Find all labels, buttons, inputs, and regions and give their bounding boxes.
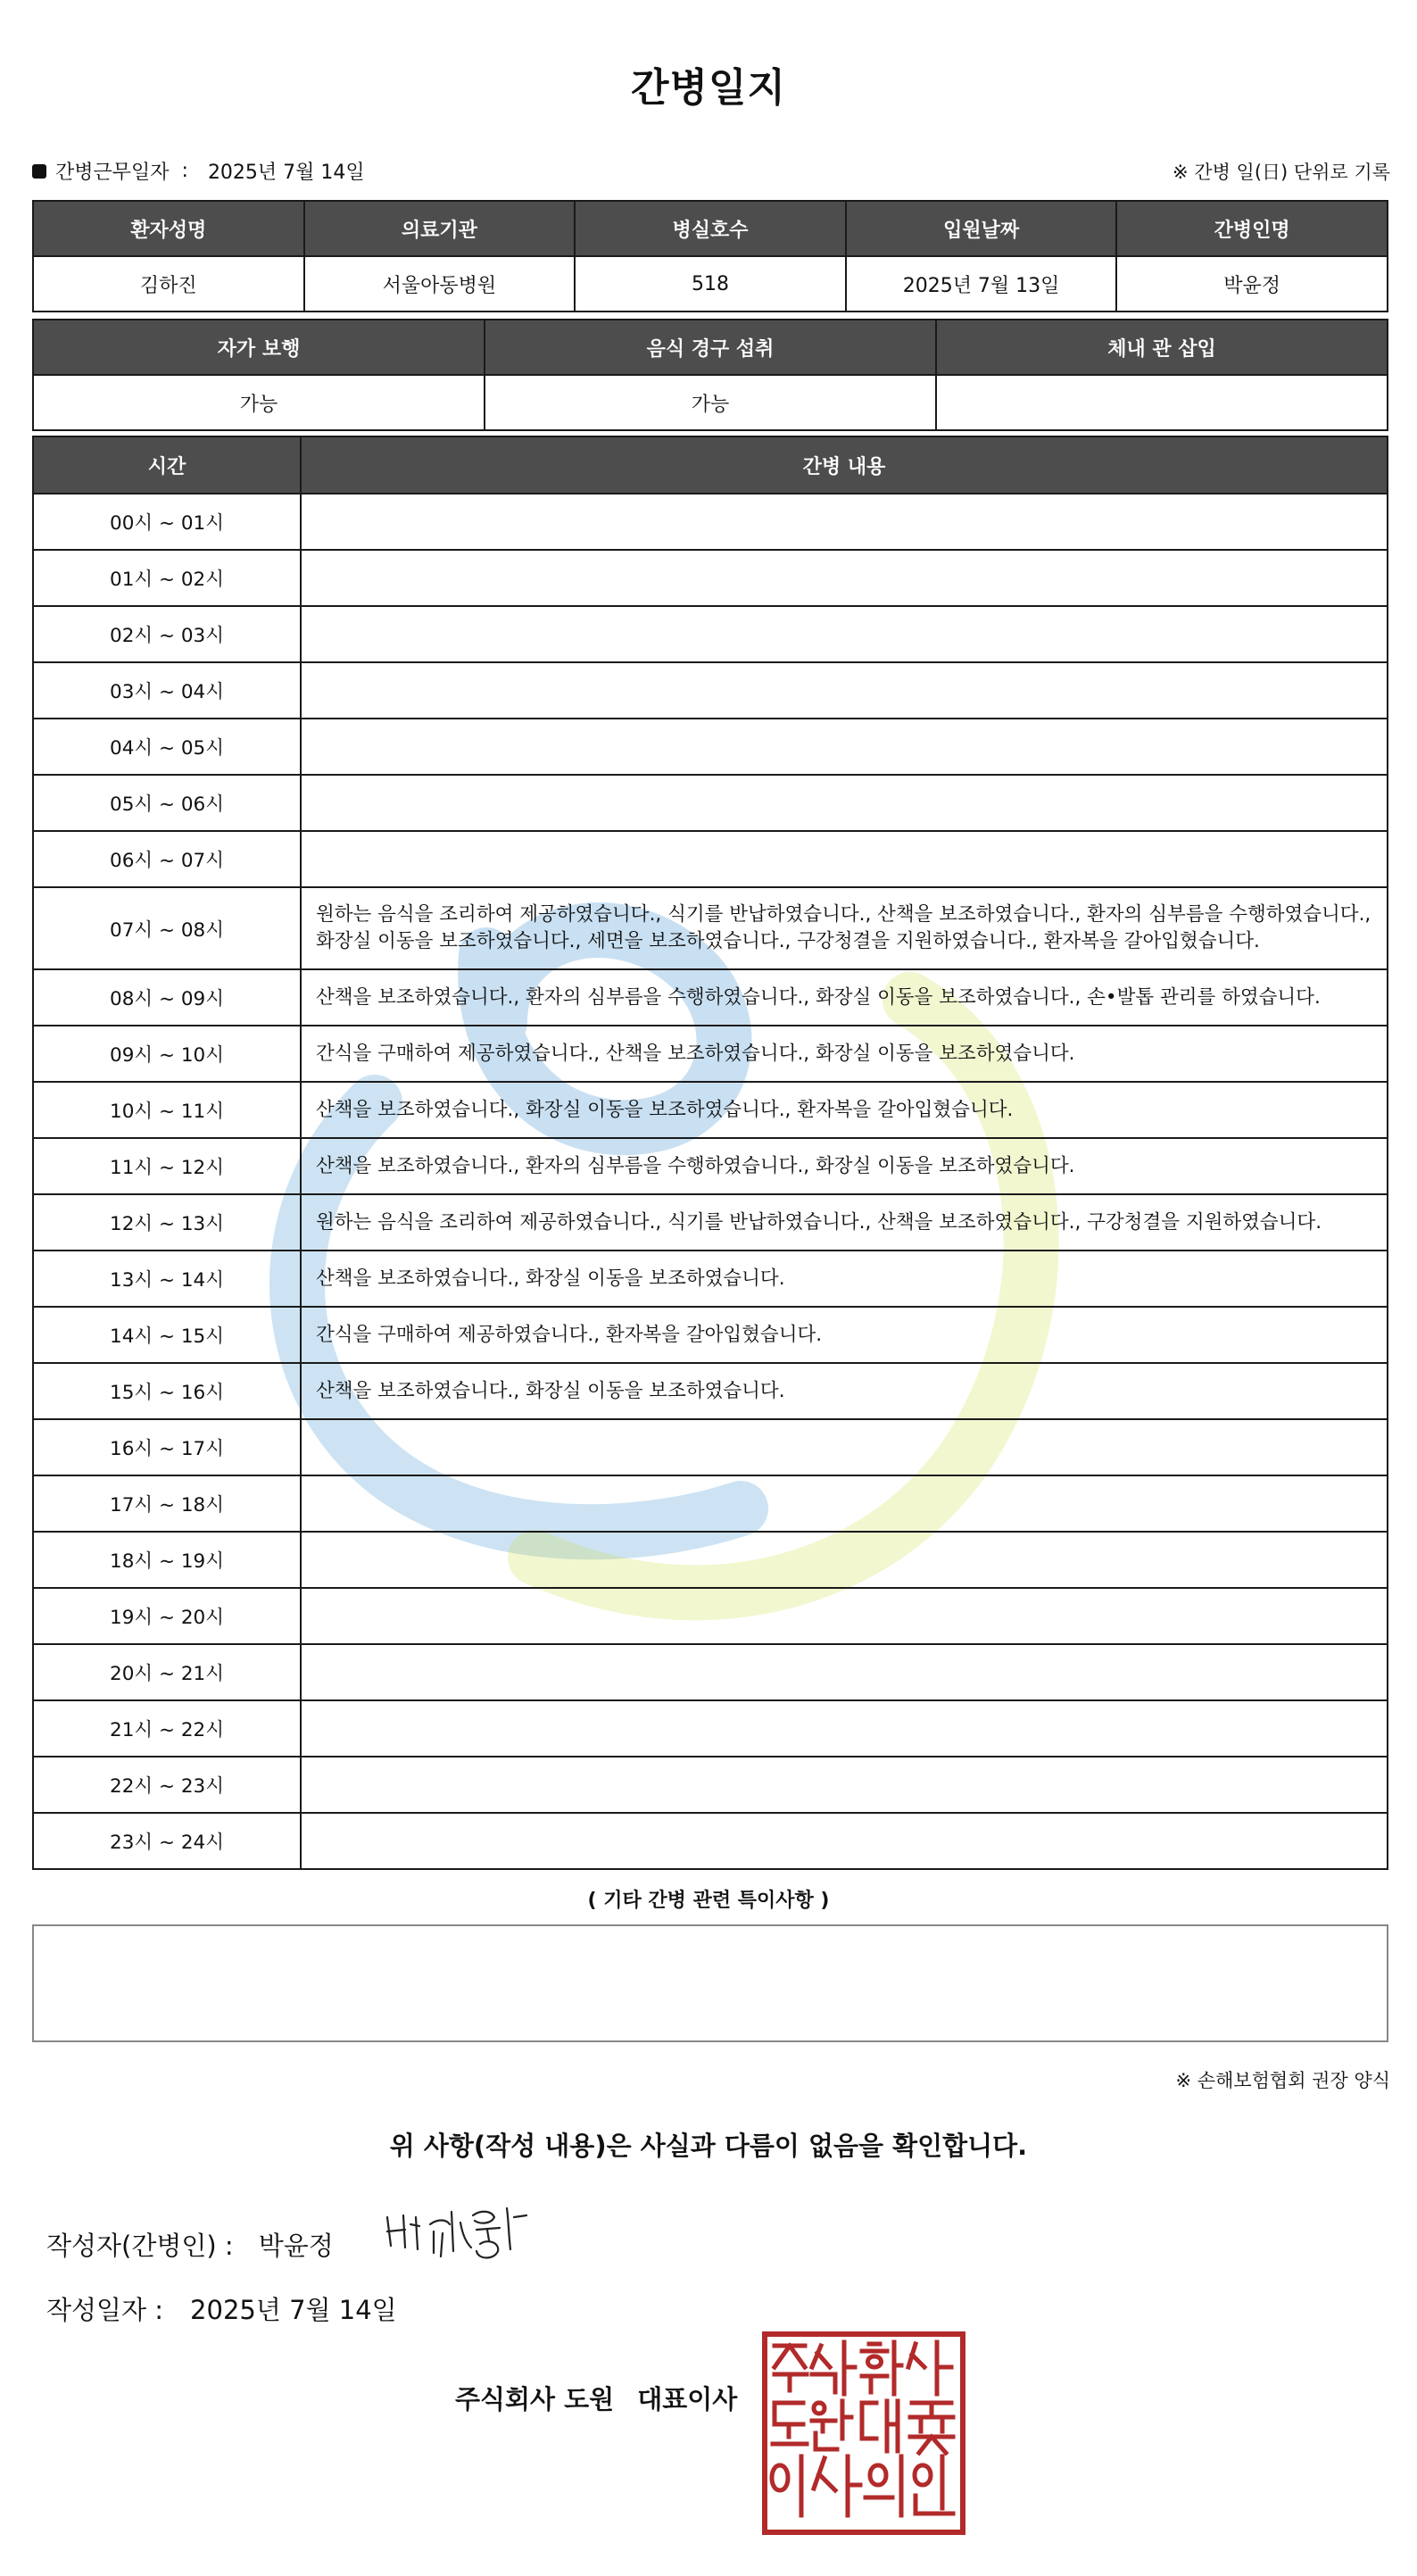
table-row bbox=[33, 1700, 1388, 1757]
log-header-row bbox=[33, 436, 1388, 494]
content-cell bbox=[301, 1475, 1388, 1532]
company-name: 주식회사 도원 bbox=[455, 2384, 615, 2414]
table-row bbox=[33, 719, 1388, 775]
recommended-form-note: ※ 손해보험협회 권장 양식 bbox=[1175, 2070, 1390, 2091]
work-date-line bbox=[32, 157, 365, 185]
content-cell: 원하는 음식을 조리하여 제공하였습니다., 식기를 반납하였습니다., 산책을 보조하였습니다., 구강청결을 지원하였습니다. bbox=[301, 1194, 1388, 1251]
time-cell: 20시 ~ 21시 bbox=[33, 1644, 301, 1700]
content-cell: 산책을 보조하였습니다., 화장실 이동을 보조하였습니다., 환자복을 갈아입혔습니다. bbox=[301, 1082, 1388, 1138]
table-row bbox=[33, 550, 1388, 606]
work-date-value: 2025년 7월 14일 bbox=[207, 162, 365, 184]
table-row bbox=[33, 1026, 1388, 1082]
header-caregiver-name: 간병인명 bbox=[1116, 201, 1388, 256]
table-row bbox=[33, 1419, 1388, 1475]
write-date-value: 2025년 7월 14일 bbox=[190, 2295, 397, 2325]
time-cell: 02시 ~ 03시 bbox=[33, 606, 301, 662]
table-row bbox=[33, 1588, 1388, 1644]
header-care-content: 간병 내용 bbox=[301, 436, 1388, 494]
content-cell: 간식을 구매하여 제공하였습니다., 환자복을 갈아입혔습니다. bbox=[301, 1307, 1388, 1363]
hospital: 서울아동병원 bbox=[304, 256, 576, 312]
header-oral-intake: 음식 경구 섭취 bbox=[485, 320, 936, 375]
admission-date: 2025년 7월 13일 bbox=[846, 256, 1117, 312]
table-row bbox=[33, 662, 1388, 719]
write-date-label: 작성일자 : bbox=[46, 2295, 164, 2325]
patient-name: 김하진 bbox=[33, 256, 304, 312]
time-cell: 17시 ~ 18시 bbox=[33, 1475, 301, 1532]
content-cell bbox=[301, 1757, 1388, 1813]
table-row bbox=[33, 1251, 1388, 1307]
time-cell: 13시 ~ 14시 bbox=[33, 1251, 301, 1307]
content-cell: 산책을 보조하였습니다., 환자의 심부름을 수행하였습니다., 화장실 이동을 보조하였습니다. bbox=[301, 1138, 1388, 1194]
time-cell: 23시 ~ 24시 bbox=[33, 1813, 301, 1869]
content-cell: 산책을 보조하였습니다., 화장실 이동을 보조하였습니다. bbox=[301, 1251, 1388, 1307]
table-row bbox=[33, 1475, 1388, 1532]
time-cell: 11시 ~ 12시 bbox=[33, 1138, 301, 1194]
content-cell bbox=[301, 831, 1388, 887]
content-cell bbox=[301, 606, 1388, 662]
header-time: 시간 bbox=[33, 436, 301, 494]
work-date-colon: : bbox=[181, 160, 188, 182]
content-cell bbox=[301, 1813, 1388, 1869]
tube-insertion-value bbox=[936, 375, 1388, 430]
company-seal-stamp bbox=[762, 2331, 965, 2535]
time-cell: 09시 ~ 10시 bbox=[33, 1026, 301, 1082]
time-cell: 22시 ~ 23시 bbox=[33, 1757, 301, 1813]
header-self-walking: 자가 보행 bbox=[33, 320, 485, 375]
write-date-line bbox=[46, 2290, 397, 2327]
time-cell: 07시 ~ 08시 bbox=[33, 887, 301, 969]
writer-name: 박윤정 bbox=[258, 2231, 334, 2261]
writer-label: 작성자(간병인) : bbox=[46, 2231, 234, 2261]
remarks-title: ( 기타 간병 관련 특이사항 ) bbox=[587, 1890, 830, 1912]
header-tube-insertion: 체내 관 삽입 bbox=[936, 320, 1388, 375]
status-value-row bbox=[33, 375, 1388, 430]
table-row bbox=[33, 1194, 1388, 1251]
table-row bbox=[33, 887, 1388, 969]
confirmation-statement: 위 사항(작성 내용)은 사실과 다름이 없음을 확인합니다. bbox=[389, 2131, 1028, 2161]
table-row bbox=[33, 831, 1388, 887]
patient-status-table bbox=[32, 319, 1388, 431]
time-cell: 01시 ~ 02시 bbox=[33, 550, 301, 606]
patient-info-table bbox=[32, 200, 1388, 312]
content-cell bbox=[301, 1419, 1388, 1475]
room-number: 518 bbox=[575, 256, 846, 312]
patient-info-header-row bbox=[33, 201, 1388, 256]
oral-intake-value: 가능 bbox=[485, 375, 936, 430]
header-patient-name: 환자성명 bbox=[33, 201, 304, 256]
header-hospital: 의료기관 bbox=[304, 201, 576, 256]
table-row bbox=[33, 775, 1388, 831]
time-cell: 05시 ~ 06시 bbox=[33, 775, 301, 831]
content-cell: 간식을 구매하여 제공하였습니다., 산책을 보조하였습니다., 화장실 이동을 보조하였습니다. bbox=[301, 1026, 1388, 1082]
content-cell: 원하는 음식을 조리하여 제공하였습니다., 식기를 반납하였습니다., 산책을 보조하였습니다., 환자의 심부름을 수행하였습니다., 화장실 이동을 보조하였습니다., 세면을 보조하였습니다., 구강청결을 지원하였습니다., 환자복을 갈아입혔습니다. bbox=[301, 887, 1388, 969]
time-cell: 08시 ~ 09시 bbox=[33, 969, 301, 1026]
table-row bbox=[33, 1813, 1388, 1869]
company-line bbox=[455, 2380, 737, 2416]
content-cell bbox=[301, 719, 1388, 775]
handwritten-signature bbox=[375, 2198, 553, 2269]
table-row bbox=[33, 1644, 1388, 1700]
time-cell: 14시 ~ 15시 bbox=[33, 1307, 301, 1363]
content-cell bbox=[301, 1700, 1388, 1757]
header-admission-date: 입원날짜 bbox=[846, 201, 1117, 256]
content-cell bbox=[301, 775, 1388, 831]
time-cell: 12시 ~ 13시 bbox=[33, 1194, 301, 1251]
ceo-title: 대표이사 bbox=[637, 2384, 738, 2414]
table-row bbox=[33, 1532, 1388, 1588]
bullet-square-icon bbox=[32, 164, 46, 179]
time-cell: 15시 ~ 16시 bbox=[33, 1363, 301, 1419]
content-cell bbox=[301, 1588, 1388, 1644]
table-row bbox=[33, 1138, 1388, 1194]
table-row bbox=[33, 494, 1388, 550]
time-cell: 00시 ~ 01시 bbox=[33, 494, 301, 550]
writer-line bbox=[46, 2226, 334, 2263]
table-row bbox=[33, 606, 1388, 662]
self-walking-value: 가능 bbox=[33, 375, 485, 430]
table-row bbox=[33, 969, 1388, 1026]
status-header-row bbox=[33, 320, 1388, 375]
remarks-box bbox=[32, 1924, 1388, 2042]
work-date-label: 간병근무일자 bbox=[55, 162, 170, 184]
content-cell: 산책을 보조하였습니다., 환자의 심부름을 수행하였습니다., 화장실 이동을 보조하였습니다., 손•발톱 관리를 하였습니다. bbox=[301, 969, 1388, 1026]
header-room-number: 병실호수 bbox=[575, 201, 846, 256]
content-cell bbox=[301, 494, 1388, 550]
time-cell: 21시 ~ 22시 bbox=[33, 1700, 301, 1757]
time-cell: 04시 ~ 05시 bbox=[33, 719, 301, 775]
time-cell: 03시 ~ 04시 bbox=[33, 662, 301, 719]
time-cell: 16시 ~ 17시 bbox=[33, 1419, 301, 1475]
table-row bbox=[33, 1082, 1388, 1138]
table-row bbox=[33, 1363, 1388, 1419]
content-cell bbox=[301, 662, 1388, 719]
content-cell: 산책을 보조하였습니다., 화장실 이동을 보조하였습니다. bbox=[301, 1363, 1388, 1419]
time-cell: 19시 ~ 20시 bbox=[33, 1588, 301, 1644]
time-cell: 06시 ~ 07시 bbox=[33, 831, 301, 887]
content-cell bbox=[301, 550, 1388, 606]
hourly-care-log-table bbox=[32, 436, 1388, 1870]
content-cell bbox=[301, 1532, 1388, 1588]
content-cell bbox=[301, 1644, 1388, 1700]
page-title: 간병일지 bbox=[630, 65, 786, 111]
time-cell: 10시 ~ 11시 bbox=[33, 1082, 301, 1138]
caregiver-name: 박윤정 bbox=[1116, 256, 1388, 312]
patient-info-value-row bbox=[33, 256, 1388, 312]
daily-record-note: ※ 간병 일(日) 단위로 기록 bbox=[1173, 162, 1390, 183]
table-row bbox=[33, 1757, 1388, 1813]
time-cell: 18시 ~ 19시 bbox=[33, 1532, 301, 1588]
table-row bbox=[33, 1307, 1388, 1363]
